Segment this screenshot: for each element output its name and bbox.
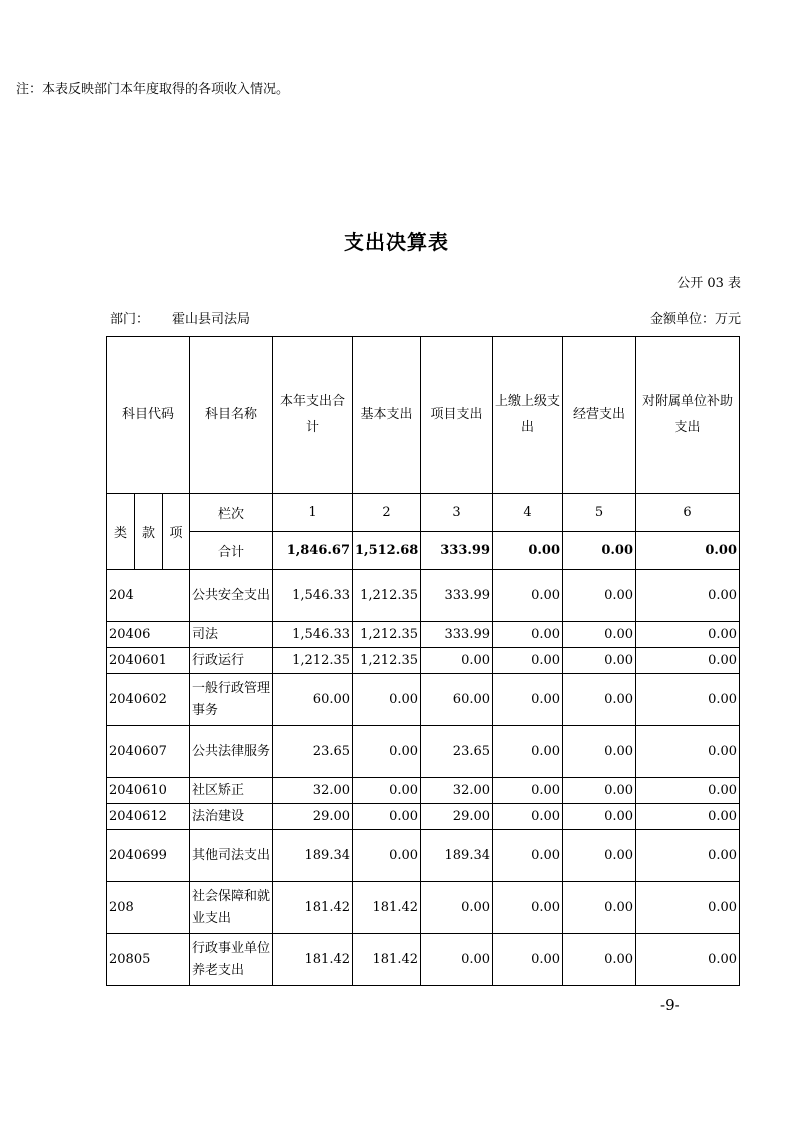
- page-number: -9-: [660, 996, 680, 1014]
- row-value: 181.42: [353, 882, 421, 934]
- row-code: 2040699: [107, 830, 190, 882]
- table-body: [107, 570, 740, 986]
- row-name: 社会保障和就业支出: [190, 882, 273, 934]
- row-value: 1,546.33: [273, 570, 353, 622]
- row-value: 1,212.35: [353, 622, 421, 648]
- col-index: 2: [353, 494, 421, 532]
- row-name: 司法: [190, 622, 273, 648]
- row-value: 1,212.35: [353, 648, 421, 674]
- header-code: 科目代码: [107, 337, 190, 494]
- row-value: 0.00: [636, 726, 740, 778]
- col-index: 4: [493, 494, 563, 532]
- total-cell: 1,846.67: [273, 532, 353, 570]
- row-value: 0.00: [563, 882, 636, 934]
- table-row: [107, 830, 740, 882]
- row-value: 1,212.35: [353, 570, 421, 622]
- total-cell: 1,512.68: [353, 532, 421, 570]
- row-value: 181.42: [353, 934, 421, 986]
- table-row: [107, 778, 740, 804]
- row-code: 2040607: [107, 726, 190, 778]
- row-name: 公共法律服务: [190, 726, 273, 778]
- total-cell: 0.00: [563, 532, 636, 570]
- header-project: 项目支出: [421, 337, 493, 494]
- row-value: 0.00: [563, 622, 636, 648]
- row-value: 0.00: [563, 830, 636, 882]
- header-upper: 上缴上级支出: [493, 337, 563, 494]
- table-row: [107, 622, 740, 648]
- header-lei: 类: [107, 494, 135, 570]
- sum-label: 合计: [190, 532, 273, 570]
- row-value: 0.00: [563, 726, 636, 778]
- row-value: 60.00: [273, 674, 353, 726]
- total-cell: 0.00: [636, 532, 740, 570]
- row-value: 0.00: [493, 778, 563, 804]
- table-row: [107, 804, 740, 830]
- row-value: 0.00: [353, 778, 421, 804]
- row-value: 0.00: [493, 674, 563, 726]
- row-code: 2040602: [107, 674, 190, 726]
- table-row: [107, 726, 740, 778]
- row-value: 0.00: [563, 570, 636, 622]
- row-value: 32.00: [421, 778, 493, 804]
- row-value: 0.00: [353, 804, 421, 830]
- row-value: 0.00: [421, 934, 493, 986]
- header-lanci: 栏次: [190, 494, 273, 532]
- col-index: 5: [563, 494, 636, 532]
- row-value: 0.00: [636, 648, 740, 674]
- expenditure-table: [106, 336, 740, 986]
- row-code: 208: [107, 882, 190, 934]
- table-row: [107, 934, 740, 986]
- row-code: 20406: [107, 622, 190, 648]
- row-name: 公共安全支出: [190, 570, 273, 622]
- amount-unit: 金额单位：万元: [649, 312, 741, 327]
- table-row: [107, 674, 740, 726]
- table-row: [107, 570, 740, 622]
- row-value: 0.00: [636, 830, 740, 882]
- row-name: 法治建设: [190, 804, 273, 830]
- row-value: 189.34: [421, 830, 493, 882]
- header-xiang: 项: [163, 494, 190, 570]
- row-value: 0.00: [493, 570, 563, 622]
- total-cell: 333.99: [421, 532, 493, 570]
- col-index: 1: [273, 494, 353, 532]
- row-value: 0.00: [353, 726, 421, 778]
- row-value: 0.00: [493, 648, 563, 674]
- header-business: 经营支出: [563, 337, 636, 494]
- row-value: 23.65: [273, 726, 353, 778]
- header-total: 本年支出合计: [273, 337, 353, 494]
- row-value: 0.00: [636, 934, 740, 986]
- page-title: 支出决算表: [344, 230, 449, 254]
- table-row: [107, 648, 740, 674]
- row-code: 2040612: [107, 804, 190, 830]
- row-code: 20805: [107, 934, 190, 986]
- form-number: 公开 03 表: [677, 276, 741, 291]
- row-value: 0.00: [563, 934, 636, 986]
- row-value: 0.00: [493, 934, 563, 986]
- header-subsidy: 对附属单位补助支出: [636, 337, 740, 494]
- header-name: 科目名称: [190, 337, 273, 494]
- department-label: 部门：: [110, 312, 150, 327]
- row-value: 1,546.33: [273, 622, 353, 648]
- row-value: 333.99: [421, 570, 493, 622]
- row-code: 2040610: [107, 778, 190, 804]
- table-row: [107, 882, 740, 934]
- total-cell: 0.00: [493, 532, 563, 570]
- row-value: 29.00: [273, 804, 353, 830]
- row-value: 29.00: [421, 804, 493, 830]
- header-kuan: 款: [135, 494, 163, 570]
- row-value: 1,212.35: [273, 648, 353, 674]
- row-value: 0.00: [563, 648, 636, 674]
- department-name: 霍山县司法局: [172, 312, 251, 327]
- col-index: 6: [636, 494, 740, 532]
- row-value: 0.00: [421, 648, 493, 674]
- row-value: 333.99: [421, 622, 493, 648]
- row-value: 0.00: [493, 882, 563, 934]
- row-value: 0.00: [636, 804, 740, 830]
- table-note: 注：本表反映部门本年度取得的各项收入情况。: [16, 82, 290, 97]
- row-value: 32.00: [273, 778, 353, 804]
- row-name: 社区矫正: [190, 778, 273, 804]
- row-value: 23.65: [421, 726, 493, 778]
- row-value: 0.00: [636, 674, 740, 726]
- row-code: 204: [107, 570, 190, 622]
- row-value: 60.00: [421, 674, 493, 726]
- row-value: 0.00: [636, 882, 740, 934]
- table-header: [107, 337, 740, 570]
- row-name: 一般行政管理事务: [190, 674, 273, 726]
- row-value: 0.00: [563, 778, 636, 804]
- row-value: 0.00: [353, 830, 421, 882]
- row-value: 0.00: [636, 622, 740, 648]
- row-value: 0.00: [421, 882, 493, 934]
- row-value: 0.00: [563, 804, 636, 830]
- row-value: 189.34: [273, 830, 353, 882]
- row-code: 2040601: [107, 648, 190, 674]
- row-value: 0.00: [493, 804, 563, 830]
- row-value: 0.00: [493, 726, 563, 778]
- row-value: 0.00: [563, 674, 636, 726]
- row-value: 0.00: [493, 622, 563, 648]
- row-value: 0.00: [353, 674, 421, 726]
- row-value: 0.00: [636, 570, 740, 622]
- row-name: 行政事业单位养老支出: [190, 934, 273, 986]
- header-basic: 基本支出: [353, 337, 421, 494]
- row-value: 181.42: [273, 882, 353, 934]
- row-value: 0.00: [636, 778, 740, 804]
- row-name: 行政运行: [190, 648, 273, 674]
- row-value: 0.00: [493, 830, 563, 882]
- row-value: 181.42: [273, 934, 353, 986]
- row-name: 其他司法支出: [190, 830, 273, 882]
- col-index: 3: [421, 494, 493, 532]
